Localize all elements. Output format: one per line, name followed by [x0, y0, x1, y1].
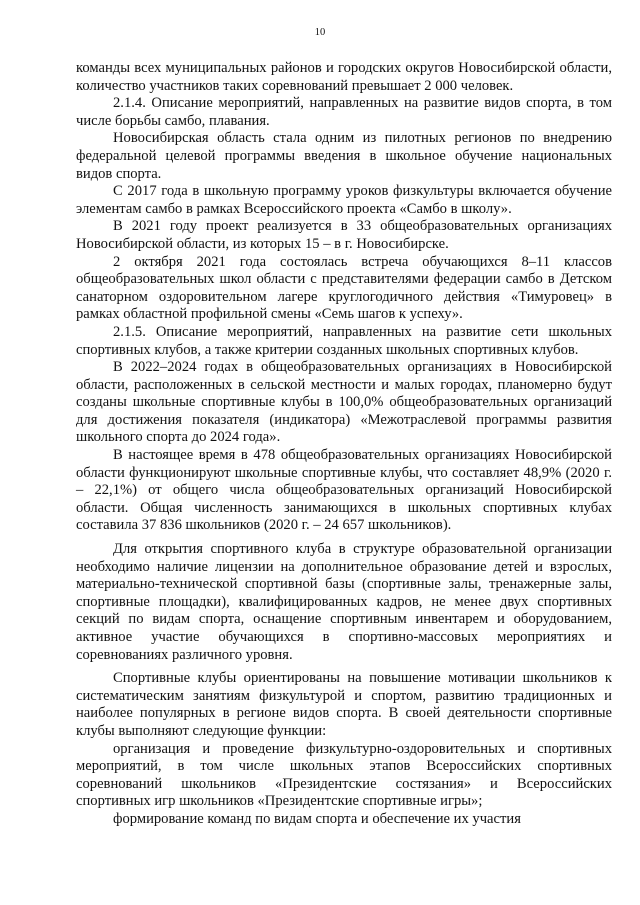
list-item: организация и проведение физкультурно-оздоровительных и спортивных мероприятий, в том числе школьных этапов Всероссийских спортивных соревнований школьников «Президентские состязания» и Всероссийских спортивных игр школьников «Президентские спортивные игры»; [76, 740, 612, 810]
section-heading-2-1-4: 2.1.4. Описание мероприятий, направленных на развитие видов спорта, в том числе борьбы самбо, плавания. [76, 95, 612, 129]
paragraph: Спортивные клубы ориентированы на повышение мотивации школьников к систематическим занятиям физкультурой и спортом, развитию традиционных и наиболее популярных в регионе видов спорта. В своей деятельности спортивные клубы выполняют следующие функции: [76, 670, 612, 739]
paragraph-continuation: команды всех муниципальных районов и городских округов Новосибирской области, количество участников таких соревнований превышает 2 000 человек. [76, 60, 612, 94]
paragraph: С 2017 года в школьную программу уроков физкультуры включается обучение элементам самбо в рамках Всероссийского проекта «Самбо в школу». [76, 183, 612, 217]
paragraph: В 2021 году проект реализуется в 33 общеобразовательных организациях Новосибирской области, из которых 15 – в г. Новосибирске. [76, 218, 612, 252]
paragraph: В 2022–2024 годах в общеобразовательных организациях в Новосибирской области, расположенных в сельской местности и малых городах, планомерно будут созданы школьные спортивные клубы в 100,0% общеобразовательных организаций для достижения показателя (индикатора) «Межотраслевой программы развития школьного спорта до 2024 года». [76, 359, 612, 446]
paragraph: Новосибирская область стала одним из пилотных регионов по внедрению федеральной целевой программы введения в школьное обучение национальных видов спорта. [76, 130, 612, 182]
paragraph: 2 октября 2021 года состоялась встреча обучающихся 8–11 классов общеобразовательных школ области с представителями федерации самбо в Детском санаторном оздоровительном лагере круглогодичного действия «Тимуровец» в рамках областной профильной смены «Семь шагов к успеху». [76, 253, 612, 323]
paragraph: В настоящее время в 478 общеобразовательных организациях Новосибирской области функционируют школьные спортивные клубы, что составляет 48,9% (2020 г. – 22,1%) от общего числа общеобразовательных организаций Новосибирской области. Общая численность занимающихся в школьных спортивных клубах составила 37 836 школьников (2020 г. – 24 657 школьников). [76, 447, 612, 534]
page-number: 10 [314, 27, 326, 38]
list-item: формирование команд по видам спорта и обеспечение их участия [113, 810, 521, 827]
paragraph: Для открытия спортивного клуба в структуре образовательной организации необходимо наличие лицензии на дополнительное образование детей и взрослых, материально-технической спортивной базы (спортивные залы, тренажерные залы, спортивные площадки), квалифицированных кадров, не менее двух спортивных секций по видам спорта, оснащение спортивным инвентарем и оборудованием, активное участие обучающихся в спортивно-массовых мероприятиях и соревнованиях различного уровня. [76, 541, 612, 663]
document-body [76, 60, 612, 829]
section-heading-2-1-5: 2.1.5. Описание мероприятий, направленных на развитие сети школьных спортивных клубов, а также критерии созданных школьных спортивных клубов. [76, 323, 612, 358]
